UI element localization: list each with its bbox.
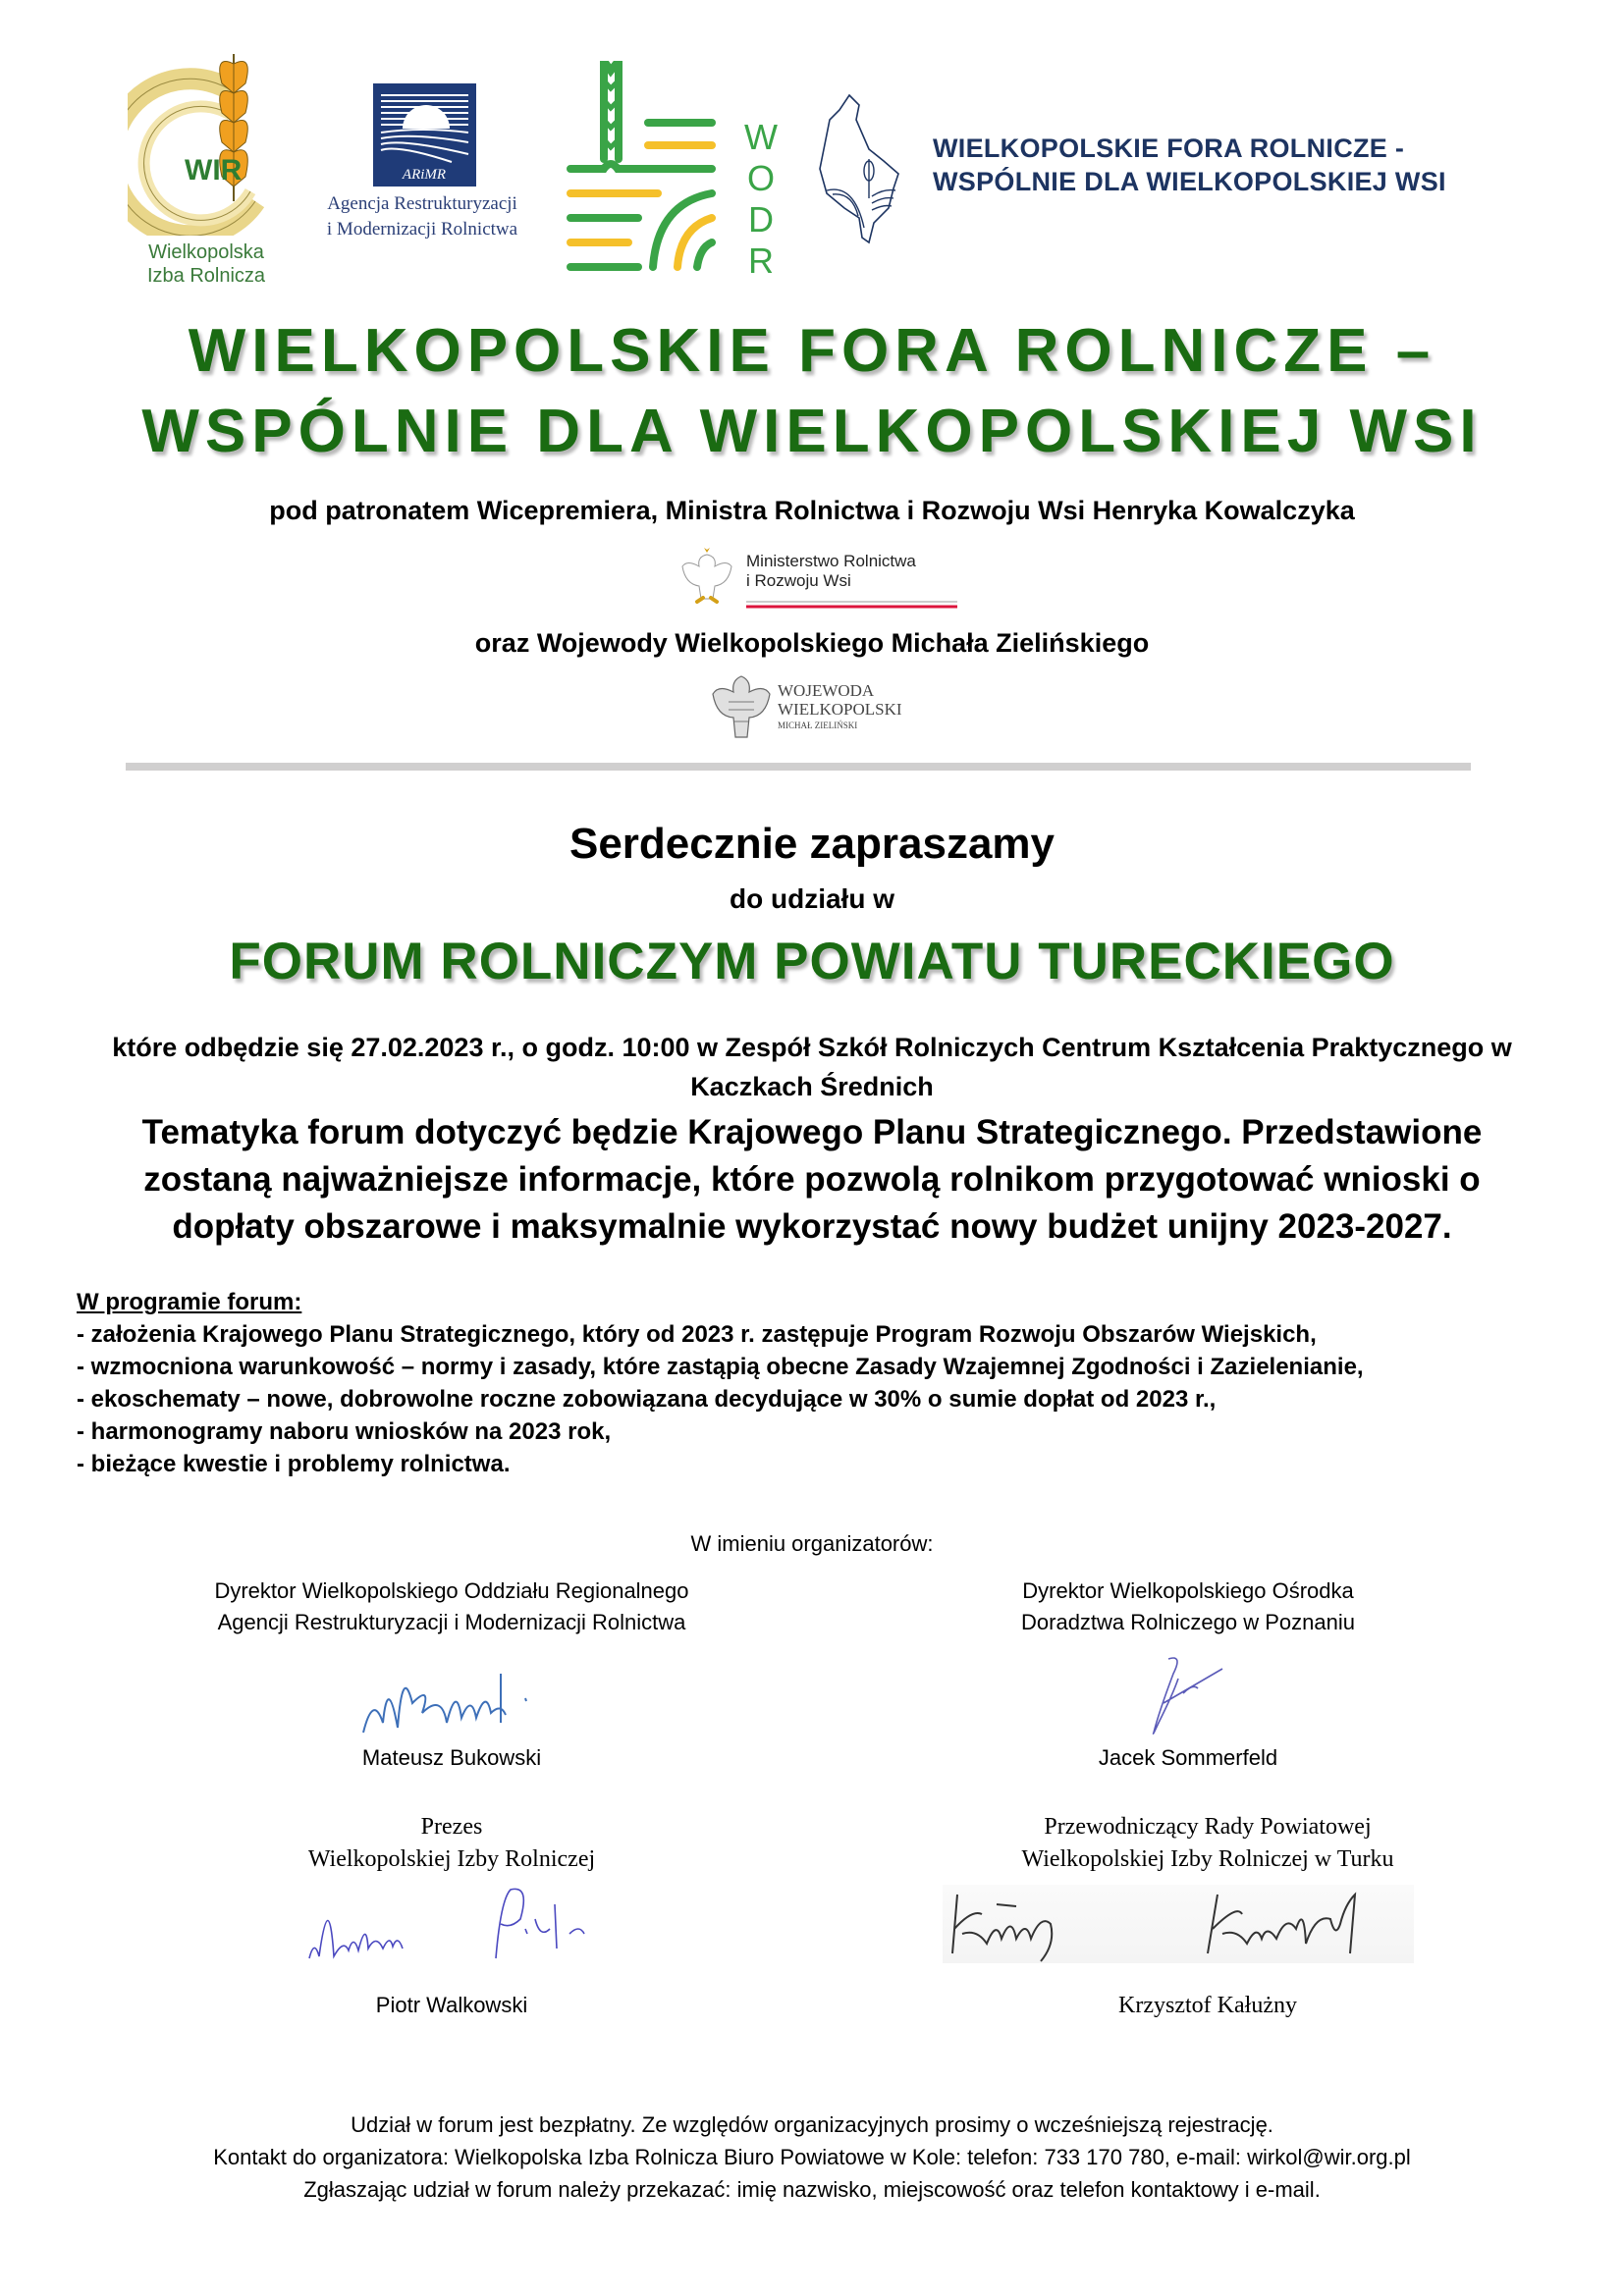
signatory-name: Piotr Walkowski <box>375 1993 528 2017</box>
main-title-line2: WSPÓLNIE DLA WIELKOPOLSKIEJ WSI <box>141 398 1483 465</box>
wir-name-line2: Izba Rolnicza <box>146 265 266 287</box>
main-title-line1: WIELKOPOLSKIE FORA ROLNICZE – <box>188 317 1436 385</box>
signatory-title-line2: Wielkopolskiej Izby Rolniczej <box>307 1846 596 1872</box>
forum-logo <box>815 90 1522 247</box>
patronage-voivode: oraz Wojewody Wielkopolskiego Michała Zielińskiego <box>474 628 1150 658</box>
signatory-arimr-title <box>157 1575 746 1638</box>
signatory-title-line2: Doradztwa Rolniczego w Poznaniu <box>1021 1610 1355 1634</box>
arimr-abbr: ARiMR <box>402 167 447 183</box>
wir-letters: WIR <box>185 154 243 187</box>
voivode-logo-line2: WIELKOPOLSKI <box>778 700 902 719</box>
signatory-title-line2: Agencji Restrukturyzacji i Modernizacji Rolnictwa <box>217 1610 686 1634</box>
voivode-logo <box>707 672 943 746</box>
program-item: - wzmocniona warunkowość – normy i zasady, które zastąpią obecne Zasady Wzajemnej Zgodności i Zazielenianie, <box>77 1354 1364 1380</box>
signature-walkowski <box>299 1880 623 1968</box>
program-item: - bieżące kwestie i problemy rolnictwa. <box>77 1451 511 1477</box>
arimr-logo <box>314 83 530 250</box>
event-details-line2: Kaczkach Średnich <box>690 1072 934 1101</box>
signatory-name: Krzysztof Kałużny <box>1118 1993 1297 2018</box>
footer-free-participation: Udział w forum jest bezpłatny. Ze względów organizacyjnych prosimy o wcześniejszą rejestrację. <box>351 2112 1273 2137</box>
arimr-name-line2: i Modernizacji Rolnictwa <box>326 219 518 240</box>
signature-bukowski <box>353 1654 550 1737</box>
signatory-name: Jacek Sommerfeld <box>1098 1745 1278 1770</box>
signatory-name: Mateusz Bukowski <box>361 1745 542 1770</box>
patronage-minister: pod patronatem Wicepremiera, Ministra Rolnictwa i Rozwoju Wsi Henryka Kowalczyka <box>269 496 1355 525</box>
signature-kaluzny <box>943 1885 1414 1963</box>
footer-contact: Kontakt do organizatora: Wielkopolska Izba Rolnicza Biuro Powiatowe w Kole: telefon: 733 170 780, e-mail: wirkol@wir.org.pl <box>213 2145 1411 2169</box>
wodr-letter-o: O <box>746 158 776 198</box>
polish-eagle-icon <box>682 548 731 602</box>
program-item: - założenia Krajowego Planu Strategicznego, który od 2023 r. zastępuje Program Rozwoju Obszarów Wiejskich, <box>77 1321 1317 1348</box>
forum-title: FORUM ROLNICZYM POWIATU TURECKIEGO <box>229 933 1395 990</box>
footer-info <box>0 2109 1624 2206</box>
wir-name-line1: Wielkopolska <box>148 241 264 263</box>
event-details <box>49 1028 1575 1106</box>
ministry-logo-line1: Ministerstwo Rolnictwa <box>746 552 916 570</box>
topic-line2: zostaną najważniejsze informacje, które pozwolą rolnikom przygotować wnioski o <box>143 1160 1481 1199</box>
forum-logo-line2: WSPÓLNIE DLA WIELKOPOLSKIEJ WSI <box>933 167 1446 196</box>
signatory-county-council-title <box>943 1811 1473 1876</box>
wir-logo <box>128 54 285 285</box>
ministry-logo <box>677 545 962 614</box>
wodr-letter-d: D <box>748 199 774 240</box>
wodr-emblem-icon <box>565 61 781 277</box>
topic-line1: Tematyka forum dotyczyć będzie Krajowego Planu Strategicznego. Przedstawione <box>141 1113 1483 1151</box>
section-divider <box>126 763 1471 771</box>
voivode-logo-line3: MICHAŁ ZIELIŃSKI <box>778 721 858 730</box>
program-item: - ekoschematy – nowe, dobrowolne roczne zobowiązana decydujące w 30% o sumie dopłat od 2023 r., <box>77 1386 1217 1413</box>
wielkopolska-map-icon <box>815 90 923 247</box>
ministry-logo-line2: i Rozwoju Wsi <box>746 571 851 590</box>
event-details-line1: które odbędzie się 27.02.2023 r., o godz. 10:00 w Zespół Szkół Rolniczych Centrum Kształcenia Praktycznego w <box>112 1033 1512 1062</box>
program-item: - harmonogramy naboru wniosków na 2023 rok, <box>77 1418 612 1445</box>
program-section <box>77 1286 1549 1480</box>
signatory-title-line1: Przewodniczący Rady Powiatowej <box>1044 1814 1372 1840</box>
signatory-wodr-title <box>884 1575 1492 1638</box>
signatory-title-line2: Wielkopolskiej Izby Rolniczej w Turku <box>1021 1846 1394 1872</box>
signatory-title-line1: Prezes <box>420 1814 483 1840</box>
signatory-title-line1: Dyrektor Wielkopolskiego Oddziału Regionalnego <box>214 1578 689 1603</box>
topic-line3: dopłaty obszarowe i maksymalnie wykorzystać nowy budżet unijny 2023-2027. <box>172 1207 1452 1246</box>
forum-logo-line1: WIELKOPOLSKIE FORA ROLNICZE - <box>933 133 1405 163</box>
arimr-emblem-icon <box>373 83 476 187</box>
wir-emblem-icon <box>128 54 285 236</box>
footer-registration-info: Zgłaszając udział w forum należy przekazać: imię nazwisko, miejscowość oraz telefon kontaktowy i e-mail. <box>303 2177 1321 2202</box>
wodr-logo <box>565 61 781 277</box>
on-behalf-label: W imieniu organizatorów: <box>690 1531 934 1556</box>
invitation-heading: Serdecznie zapraszamy <box>568 820 1056 868</box>
program-title: W programie forum: <box>77 1289 302 1315</box>
invitation-subheading: do udziału w <box>730 883 894 914</box>
arimr-name-line1: Agencja Restrukturyzacji <box>327 193 517 214</box>
signatory-wir-president-title <box>226 1811 677 1876</box>
signature-sommerfeld <box>1114 1654 1252 1737</box>
signatory-title-line1: Dyrektor Wielkopolskiego Ośrodka <box>1022 1578 1354 1603</box>
wodr-letter-w: W <box>744 117 778 157</box>
wodr-letter-r: R <box>748 240 774 277</box>
voivode-logo-line1: WOJEWODA <box>778 681 875 700</box>
polish-eagle-icon <box>713 676 770 737</box>
forum-topic <box>49 1109 1575 1251</box>
